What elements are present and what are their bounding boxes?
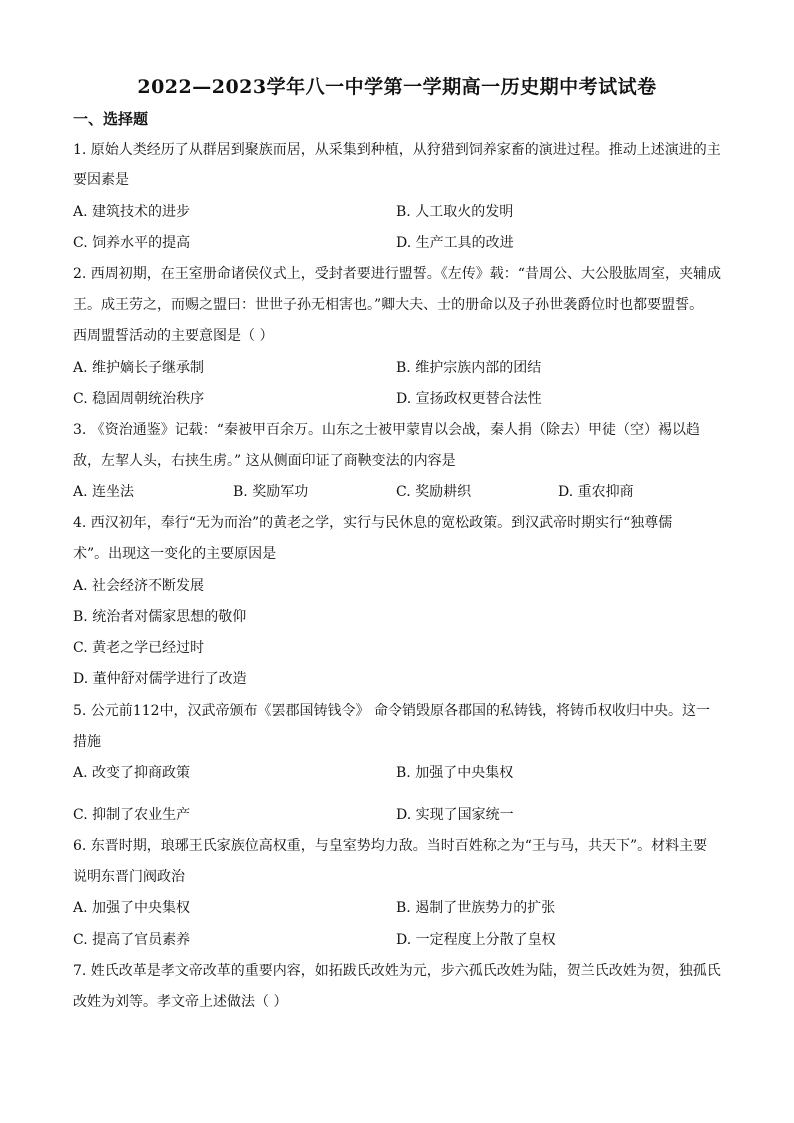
q4-line-2: 术”。出现这一变化的主要原因是 <box>73 546 277 562</box>
q2-line-1: 2. 西周初期，在王室册命诸侯仪式上，受封者要进行盟誓。《左传》载：“昔周公、大公股肱周室，夹辅成 <box>73 266 721 282</box>
q4-option-d[interactable]: D. 董仲舒对儒学进行了改造 <box>73 671 247 687</box>
q3-option-a[interactable]: A. 连坐法 <box>73 484 135 500</box>
q4-option-b[interactable]: B. 统治者对儒家思想的敬仰 <box>73 609 247 625</box>
q5-line-1: 5. 公元前112中，汉武帝颁布《罢郡国铸钱令》 命令销毁原各郡国的私铸钱，将铸币权收归中央。这一 <box>73 703 710 719</box>
q5-option-d[interactable]: D. 实现了国家统一 <box>396 807 514 823</box>
q4-option-a[interactable]: A. 社会经济不断发展 <box>73 578 205 594</box>
q6-line-1: 6. 东晋时期，琅琊王氏家族位高权重，与皇室势均力敌。当时百姓称之为“王与马，共天下”。材料主要 <box>73 838 708 854</box>
q7-line-2: 改姓为刘等。孝文帝上述做法（ ） <box>73 994 288 1010</box>
q3-option-b[interactable]: B. 奖励军功 <box>233 484 309 500</box>
q5-option-b[interactable]: B. 加强了中央集权 <box>396 765 514 781</box>
q2-line-3: 西周盟誓活动的主要意图是（ ） <box>73 328 274 344</box>
q2-option-d[interactable]: D. 宣扬政权更替合法性 <box>396 391 542 407</box>
q3-line-1: 3. 《资治通鉴》记载：“秦被甲百余万。山东之士被甲蒙胄以会战，秦人捐（除去）甲徒（空）裼以趋 <box>73 422 700 438</box>
q4-option-c[interactable]: C. 黄老之学已经过时 <box>73 640 205 656</box>
q2-option-a[interactable]: A. 维护嫡长子继承制 <box>73 360 205 376</box>
q6-line-2: 说明东晋门阀政治 <box>73 869 185 885</box>
q2-line-2: 王。成王劳之，而赐之盟曰：世世子孙无相害也。”卿大夫、士的册命以及子孙世袭爵位时也都要盟誓。 <box>73 297 704 313</box>
q1-line-2: 要因素是 <box>73 172 129 188</box>
q2-option-c[interactable]: C. 稳固周朝统治秩序 <box>73 391 205 407</box>
q5-option-a[interactable]: A. 改变了抑商政策 <box>73 765 191 781</box>
q3-option-c[interactable]: C. 奖励耕织 <box>396 484 472 500</box>
q4-line-1: 4. 西汉初年，奉行“无为而治”的黄老之学，实行与民休息的宽松政策。到汉武帝时期实行“独尊儒 <box>73 515 673 531</box>
q1-line-1: 1. 原始人类经历了从群居到聚族而居，从采集到种植，从狩猎到饲养家畜的演进过程。推动上述演进的主 <box>73 142 721 158</box>
q6-option-b[interactable]: B. 遏制了世族势力的扩张 <box>396 900 556 916</box>
q1-option-d[interactable]: D. 生产工具的改进 <box>396 235 514 251</box>
q6-option-a[interactable]: A. 加强了中央集权 <box>73 900 191 916</box>
page-title: 2022—2023学年八一中学第一学期高一历史期中考试试卷 <box>137 76 657 98</box>
q3-line-2: 敌，左挈人头，右挟生虏。” 这从侧面印证了商鞅变法的内容是 <box>73 453 456 469</box>
q5-line-2: 措施 <box>73 734 101 750</box>
q1-option-b[interactable]: B. 人工取火的发明 <box>396 204 514 220</box>
q1-option-a[interactable]: A. 建筑技术的进步 <box>73 204 191 220</box>
q2-option-b[interactable]: B. 维护宗族内部的团结 <box>396 360 542 376</box>
q6-option-d[interactable]: D. 一定程度上分散了皇权 <box>396 932 556 948</box>
q6-option-c[interactable]: C. 提高了官员素养 <box>73 932 191 948</box>
q5-option-c[interactable]: C. 抑制了农业生产 <box>73 807 191 823</box>
q3-option-d[interactable]: D. 重农抑商 <box>558 484 634 500</box>
q7-line-1: 7. 姓氏改革是孝文帝改革的重要内容，如拓跋氏改姓为元，步六孤氏改姓为陆，贺兰氏改姓为贺，独孤氏 <box>73 963 721 979</box>
q1-option-c[interactable]: C. 饲养水平的提高 <box>73 235 191 251</box>
section-heading: 一、选择题 <box>73 110 149 128</box>
